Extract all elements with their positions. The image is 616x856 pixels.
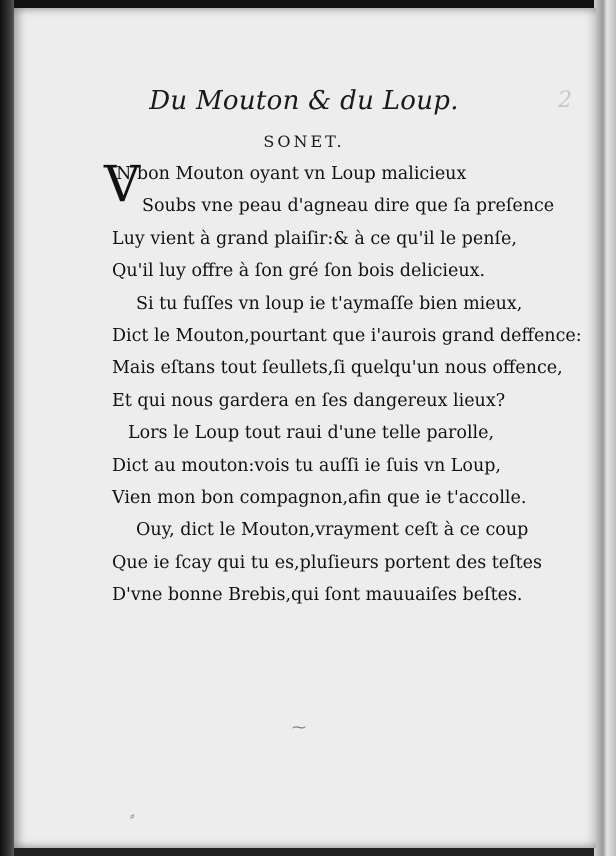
- book-binding: [0, 0, 14, 856]
- paper-speck: ⁓: [292, 720, 306, 736]
- poem-line: Luy vient à grand plaiſir:& à ce qu'il le penſe,: [112, 228, 517, 249]
- page-edge-right: [594, 0, 616, 856]
- poem-body: [112, 158, 592, 611]
- poem-line: D'vne bonne Brebis,qui ſont mauuaiſes beſtes.: [112, 585, 523, 606]
- drop-cap: V: [104, 155, 141, 213]
- running-title: Du Mouton & du Loup.: [149, 86, 459, 116]
- poem-line: Dict au mouton:vois tu auſſi ie ſuis vn Loup,: [112, 455, 501, 476]
- poem-line: Vien mon bon compagnon,afin que ie t'accolle.: [112, 487, 527, 508]
- poem-line: Qu'il luy offre à ſon gré ſon bois delicieux.: [112, 261, 486, 282]
- page-number: 2: [558, 88, 572, 113]
- paper-speck: ⸗: [130, 808, 135, 824]
- poem-line: N bon Mouton oyant vn Loup malicieux: [116, 164, 467, 184]
- poem-line: Lors le Loup tout raui d'une telle parolle,: [128, 423, 495, 444]
- poem-line: Ouy, dict le Mouton,vrayment ceſt à ce coup: [136, 520, 529, 541]
- poem-line: Que ie ſcay qui tu es,pluſieurs portent des teſtes: [112, 552, 542, 573]
- poem-title: SONET.: [263, 132, 345, 151]
- poem-line: Mais eſtans tout ſeullets,ſi quelqu'un nous offence,: [112, 358, 563, 379]
- poem-line: Et qui nous gardera en ſes dangereux lieux?: [112, 390, 506, 411]
- poem-line: Soubs vne peau d'agneau dire que ſa preſence: [142, 196, 555, 217]
- poem-line: Si tu fuſſes vn loup ie t'aymaſſe bien mieux,: [136, 293, 523, 314]
- book-page: [12, 8, 596, 848]
- poem-line: Dict le Mouton,pourtant que i'aurois grand deffence:: [112, 325, 582, 346]
